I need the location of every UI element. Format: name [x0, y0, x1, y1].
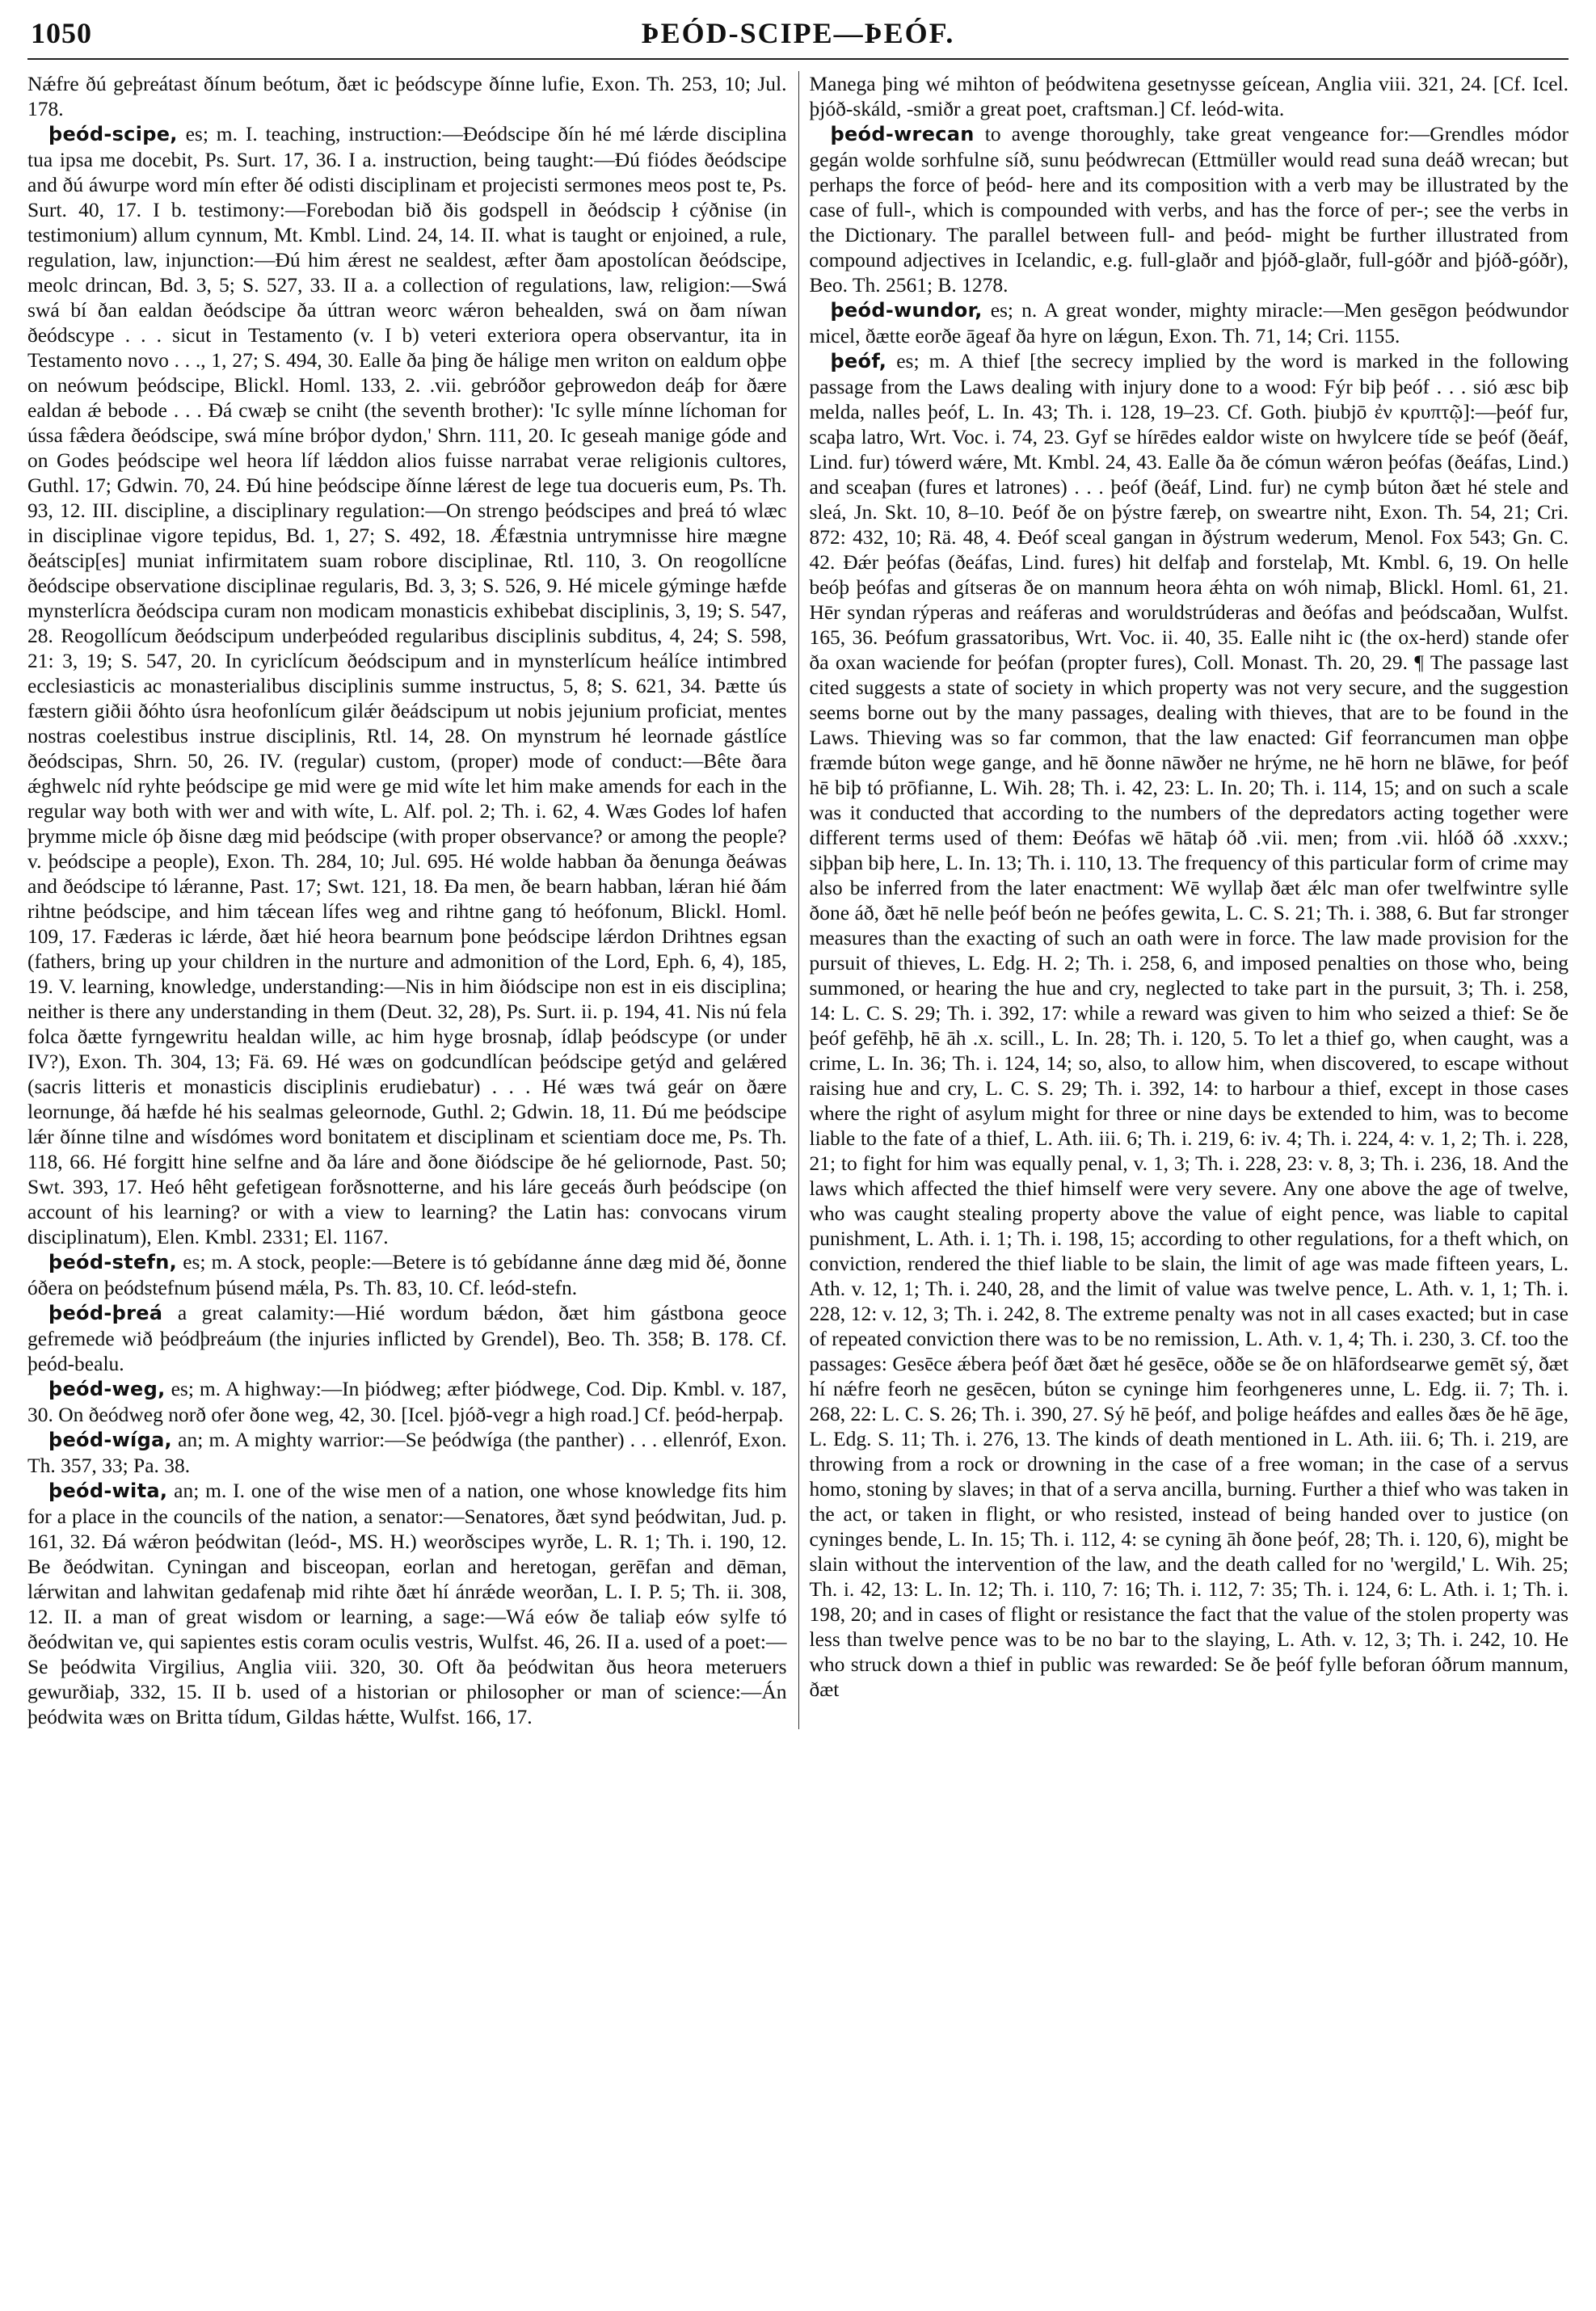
entry-body: a great calamity:—Hié wordum bǽdon, ðæt him gástbona geoce gefremede wið þeódþreáum (the injuries inflicted by Grendel), Beo. Th. 358; B. 178. Cf. þeód-bealu. [27, 1301, 787, 1375]
entry-headword: þeód-wíga, [48, 1429, 172, 1451]
page-header [27, 16, 1569, 60]
column-divider [798, 71, 799, 1729]
dictionary-entry [27, 1427, 787, 1478]
dictionary-entry [27, 1300, 787, 1376]
dictionary-entry [27, 1478, 787, 1729]
entry-headword: þeóf, [830, 350, 887, 373]
left-column [27, 71, 787, 1729]
entry-body: an; m. A mighty warrior:—Se þeódwíga (the panther) . . . ellenróf, Exon. Th. 357, 33; Pa. 38. [27, 1428, 787, 1477]
entry-body: Nǽfre ðú geþreátast ðínum beótum, ðæt ic þeódscype ðínne lufie, Exon. Th. 253, 10; Jul. 178. [27, 72, 787, 120]
entry-headword: þeód-wita, [48, 1480, 168, 1502]
entry-body: es; n. A great wonder, mighty miracle:—Men gesēgon þeódwundor micel, ðætte eorðe āgeaf ða hyre on lǽgun, Exon. Th. 71, 14; Cri. 1155. [809, 298, 1569, 347]
entry-headword: þeód-þreá [48, 1302, 163, 1324]
entry-body: es; m. A stock, people:—Betere is tó gebídanne ánne dæg mid ðé, ðonne óðera on þeódstefnum þúsend mǽla, Ps. Th. 83, 10. Cf. leód-stefn. [27, 1250, 787, 1299]
entry-body: es; m. I. teaching, instruction:—Ðeódscipe ðín hé mé lǽrde disciplina tua ipsa me docebit, Ps. Surt. 17, 36. I a. instruction, being taught:—Ðú fiódes ðeódscipe and ðú áwurpe word mín efter ðé odisti disciplinam et projecisti sermones meos post te, Ps. Surt. 40, 17. I b. testimony:—Forebodan bið ðis godspell in ðeódscip ł cýðnise (in testimonium) allum cynnum, Mt. Kmbl. Lind. 24, 14. II. what is taught or enjoined, a rule, regulation, law, injunction:—Ðú him ǽrest ne sealdest, æfter ðam apostolícan ðeódscipe, meolc drincan, Bd. 3, 5; S. 527, 33. II a. a collection of regulations, law, religion:—Swá swá bí ðan ealdan ðeódscipe ða úttran weorc wǽron behealden, swá on ðam níwan ðeódscype . . . sicut in Testamento (v. I b) veteri exteriora opera observantur, ita in Testamento novo . . ., 1, 27; S. 494, 30. Ealle ða þing ðe hálige men writon on ealdum oþþe on neówum þeódscipe, Blickl. Homl. 133, 2. .vii. gebróðor geþrowedon deáþ for ðære ealdan ǽ bebode . . . Ðá cwæþ se cniht (the seventh brother): 'Ic sylle mínne líchoman for ússa fæ̂dera ðeódscipe, swá míne bróþor dydon,' Shrn. 111, 20. Ic geseah manige góde and on Godes þeódscipe wel heora líf lǽddon alios fuisse narrabat verae religionis cultores, Guthl. 17; Gdwin. 70, 24. Ðú hine þeódscipe ðínne lǽrest de lege tua docueris eum, Ps. Th. 93, 12. III. discipline, a disciplinary regulation:—On strengo þeódscipes and þreá tó wlæc in disciplinae vigore tepidus, Bd. 1, 27; S. 492, 18. Ǽfæstnia untrymnisse hire mægne ðeátscip[es] muniat infirmitatem suam robore disciplinae, Rtl. 110, 3. On reogollícne ðeódscipe observatione disciplinae regularis, Bd. 3, 3; S. 526, 9. Hé micele gýminge hæfde mynsterlícra ðeódscipa curam non modicam monasticis exhibebat disciplinis, 3, 19; S. 547, 28. Reogollícum ðeódscipum underþeóded regularibus disciplinis subditus, 4, 24; S. 598, 21: 3, 19; S. 547, 20. In cyriclícum ðeódscipum and in mynsterlícum heálíce intimbred ecclesiasticis ac monasterialibus disciplinis summe instructus, 5, 8; S. 621, 34. Þætte ús fæstern giðii ðóhto úsra heofonlícum gilǽr ðeádscipum ut nobis jejunium proficiat, mentes nostras coelestibus instrue disciplinis, Rtl. 14, 28. On mynstrum hé leornade gástlíce ðeódscipas, Shrn. 50, 26. IV. (regular) custom, (proper) mode of conduct:—Bête ðara ǽghwelc níd ryhte þeódscipe ge mid were ge mid wíte let him make amends for each in the regular way both with wer and with wíte, L. Alf. pol. 2; Th. i. 62, 4. Wæs Godes lof hafen þrymme micle óþ ðisne dæg mid þeódscipe (with proper observance? or among the people? v. þeódscipe a people), Exon. Th. 284, 10; Jul. 695. Hé wolde habban ða ðenunga ðeáwas and ðeódscipe tó lǽranne, Past. 17; Swt. 121, 18. Ða men, ðe bearn habban, lǽran hié ðám rihtne þeódscipe, and him tǽcean lífes weg and rihtne gang tó heófonum, Blickl. Homl. 109, 17. Fæderas ic lǽrde, ðæt hié heora bearnum þone þeódscipe lǽrdon Drihtnes egsan (fathers, bring up your children in the nurture and admonition of the Lord, Eph. 6, 4), 185, 19. V. learning, knowledge, understanding:—Nis in him ðiódscipe non est in eis disciplina; neither is there any understanding in them (Deut. 32, 28), Ps. Surt. ii. p. 194, 41. Nis nú fela folca ðætte fyrngewritu healdan wille, ac him hyge brosnaþ, ídlaþ þeódscype (or under IV?), Exon. Th. 304, 13; Fä. 69. Hé wæs on godcundlícan þeódscipe getýd and gelǽred (sacris litteris et monasticis disciplinis erudiebatur) . . . Hé wæs twá geár on ðære leornunge, ðá hæfde hé his sealmas geleornode, Guthl. 2; Gdwin. 18, 11. Ðú me þeódscipe lǽr ðínne tilne and wísdómes word bonitatem et disciplinam et scientiam doce me, Ps. Th. 118, 66. Hé forgitt hine selfne and ða láre and ðone ðiódscipe ðe hé geliornode, Past. 50; Swt. 393, 17. Heó hêht gefetigean forðsnotterne, and his láre geceás ðurh þeódscipe (on account of his learning? or with a view to learning? the Latin has: convocans virum disciplinatum), Elen. Kmbl. 2331; El. 1167. [27, 122, 787, 1248]
entry-body: es; m. A thief [the secrecy implied by the word is marked in the following passage from the Laws dealing with injury done to a wood: Fýr biþ þeóf . . . sió æsc biþ melda, nalles þeóf, L. In. 43; Th. i. 128, 19–23. Cf. Goth. þiubjō ἐν κρυπτῷ]:—þeóf fur, scaþa latro, Wrt. Voc. i. 74, 23. Gyf se hírēdes ealdor wiste on hwylcere tíde se þeóf (ðeáf, Lind. fur) tówerd wǽre, Mt. Kmbl. 24, 43. Ealle ða ðe cómun wǽron þeófas (ðeáfas, Lind.) and sceaþan (fures et latrones) . . . þeóf (ðeáf, Lind. fur) ne cymþ búton ðæt hé stele and sleá, Jn. Skt. 10, 8–10. Þeóf ðe on þýstre færeþ, on sweartre niht, Exon. Th. 54, 21; Cri. 872: 432, 10; Rä. 48, 4. Ðeóf sceal gangan in ðýstrum wederum, Menol. Fox 543; Gn. C. 42. Ðǽr þeófas (ðeáfas, Lind. fures) hit delfaþ and forstelaþ, Mt. Kmbl. 6, 19. On helle beóþ þeófas and gítseras ðe on mannum heora ǽhta on wóh nimaþ, Blickl. Homl. 61, 21. Hēr syndan rýperas and reáferas and woruldstrúderas and ðeófas and þeódscaðan, Wulfst. 165, 36. Þeófum grassatoribus, Wrt. Voc. ii. 40, 35. Ealle niht ic (the ox-herd) stande ofer ða oxan waciende for þeófan (propter fures), Coll. Monast. Th. 20, 29. ¶ The passage last cited suggests a state of society in which property was not very secure, and the suggestion seems borne out by the many passages, dealing with thieves, that are to be found in the Laws. Thieving was so far common, that the law enacted: Gif feorrancumen man oþþe fræmde búton wege gange, and hē ðonne nāwðer ne hrýme, ne hē horn ne blāwe, for þeóf hē biþ tó prōfianne, L. Wih. 28; Th. i. 42, 23: L. In. 20; Th. i. 114, 15; and on such a scale was it conducted that according to the numbers of the depredators acting together were different terms used of them: Ðeófas wē hātaþ óð .vii. men; from .vii. hlóð óð .xxxv.; siþþan biþ here, L. In. 13; Th. i. 110, 13. The frequency of this particular form of crime may also be inferred from the later enactment: Wē wyllaþ ðæt ǽlc man ofer twelfwintre sylle ðone áð, ðæt hē nelle þeóf beón ne þeófes gewita, L. C. S. 21; Th. i. 388, 6. But far stronger measures than the exacting of such an oath were in force. The law made provision for the pursuit of thieves, L. Edg. H. 2; Th. i. 258, 6, and imposed penalties on those who, being summoned, or hearing the hue and cry, neglected to take part in the pursuit, 3; Th. i. 258, 14: L. C. S. 29; Th. i. 392, 17: while a reward was given to him who seized a thief: Se ðe þeóf gefēhþ, hē āh .x. scill., L. In. 28; Th. i. 120, 5. To let a thief go, when caught, was a crime, L. In. 36; Th. i. 124, 14; so, also, to allow him, when discovered, to escape without raising hue and cry, L. C. S. 29; Th. i. 392, 14: to harbour a thief, except in those cases where the right of asylum might for three or nine days be extended to him, was to become liable to the fate of a thief, L. Ath. iii. 6; Th. i. 219, 6: iv. 4; Th. i. 224, 4: v. 1, 2; Th. i. 228, 21; to fight for him was equally penal, v. 1, 3; Th. i. 228, 23: v. 8, 3; Th. i. 236, 18. And the laws which affected the thief himself were very severe. Any one above the age of twelve, who was caught stealing property above the value of eight pence, was liable to capital punishment, L. Ath. i. 1; Th. i. 198, 15; according to other regulations, for a theft which, on conviction, rendered the thief liable to be slain, the limit of age was made fifteen years, L. Ath. v. 12, 1; Th. i. 240, 28, and the limit of value was twelve pence, L. Ath. v. 1, 1; Th. i. 228, 12: v. 12, 3; Th. i. 242, 8. The extreme penalty was not in all cases exacted; but in case of repeated conviction there was to be no remission, L. Ath. v. 1, 4; Th. i. 230, 3. Cf. too the passages: Gesēce ǽbera þeóf ðæt ðæt hé gesēce, oððe se ðe on hlāfordsearwe gemēt sý, ðæt hí nǽfre feorh ne gesēcen, búton se cyninge him feorhgeneres unne, L. Edg. ii. 7; Th. i. 268, 22: L. C. S. 26; Th. i. 390, 27. Sý hē þeóf, and þolige heáfdes and ealles ðæs ðe hē āge, L. Edg. S. 11; Th. i. 276, 13. The kinds of death mentioned in L. Ath. iii. 6; Th. i. 219, are throwing from a rock or drowning in the case of a free woman; in the case of a servus homo, stoning by slaves; in that of a serva ancilla, burning. Further a thief who was taken in the act, or taken in flight, or who resisted, instead of being handed over to justice (on cyninges bende, L. In. 15; Th. i. 112, 4: se cyning āh ðone þeóf, 28; Th. i. 120, 6), might be slain without the intervention of the law, and the death called for no 'wergild,' L. Wih. 25; Th. i. 42, 13: L. In. 12; Th. i. 110, 7: 16; Th. i. 112, 7: 35; Th. i. 124, 6: L. Ath. i. 1; Th. i. 198, 20; and in cases of flight or resistance the fact that the value of the stolen property was less than twelve pence was to be no bar to the slaying, L. Ath. v. 12, 3; Th. i. 242, 10. He who struck down a thief in public was rewarded: Se ðe þeóf fylle beforan óðrum mannum, ðæt [809, 349, 1569, 1701]
dictionary-entry [27, 1376, 787, 1427]
entry-body: Manega þing wé mihton of þeódwitena gesetnysse geícean, Anglia viii. 321, 24. [Cf. Icel. þjóð-skáld, -smiðr a great poet, craftsman.] Cf. leód-wita. [809, 72, 1569, 120]
entry-body: an; m. I. one of the wise men of a nation, one whose knowledge fits him for a place in the councils of the nation, a senator:—Senatores, ðæt synd þeódwitan, Jud. p. 161, 32. Ðá wǽron þeódwitan (leód-, MS. H.) weorðscipes wyrðe, L. R. 1; Th. i. 190, 12. Be ðeódwitan. Cyningan and bisceopan, eorlan and heretogan, gerēfan and dēman, lǽrwitan and lahwitan gedafenaþ mid rihte ðæt hí ánrǽde weorðan, L. I. P. 5; Th. ii. 308, 12. II. a man of great wisdom or learning, a sage:—Wá eów ðe taliaþ eów sylfe tó ðeódwitan ve, qui sapientes estis coram oculis vestris, Wulfst. 46, 26. II a. used of a poet:—Se þeódwita Virgilius, Anglia viii. 320, 30. Oft ða þeódwitan ðus heora meteruers gewurðiaþ, 332, 15. II b. used of a historian or philosopher or man of science:—Án þeódwita wæs on Britta tídum, Gildas hǽtte, Wulfst. 166, 17. [27, 1479, 787, 1728]
dictionary-entry [27, 71, 787, 121]
dictionary-entry [27, 1249, 787, 1300]
dictionary-entry [27, 121, 787, 1249]
dictionary-entry [810, 348, 1569, 1702]
entry-headword: þeód-wrecan [830, 123, 975, 145]
entry-headword: þeód-stefn, [48, 1251, 178, 1273]
two-column-body [27, 71, 1569, 1729]
page-number: 1050 [31, 17, 92, 49]
dictionary-entry [810, 121, 1569, 297]
running-head: ÞEÓD-SCIPE—ÞEÓF. [641, 17, 955, 49]
entry-headword: þeód-weg, [48, 1378, 166, 1400]
entry-headword: þeód-wundor, [830, 299, 983, 322]
dictionary-entry [810, 71, 1569, 121]
right-column [810, 71, 1569, 1729]
entry-body: es; m. A highway:—In þiódweg; æfter þiódwege, Cod. Dip. Kmbl. v. 187, 30. On ðeódweg norð ofer ðone weg, 42, 30. [Icel. þjóð-vegr a high road.] Cf. þeód-herpaþ. [27, 1377, 787, 1426]
entry-headword: þeód-scipe, [48, 123, 178, 145]
dictionary-entry [810, 297, 1569, 348]
entry-body: to avenge thoroughly, take great vengeance for:—Grendles módor gegán wolde sorhfulne síð, sunu þeódwrecan (Ettmüller would read suna deáð wrecan; but perhaps the force of þeód- here and its composition with a verb may be illustrated by the case of full-, which is compounded with verbs, and has the force of per-; see the verbs in the Dictionary. The parallel between full- and þeód- might be further illustrated from compound adjectives in Icelandic, e.g. full-glaðr and þjóð-glaðr, full-góðr and þjóð-góðr), Beo. Th. 2561; B. 1278. [809, 122, 1569, 297]
